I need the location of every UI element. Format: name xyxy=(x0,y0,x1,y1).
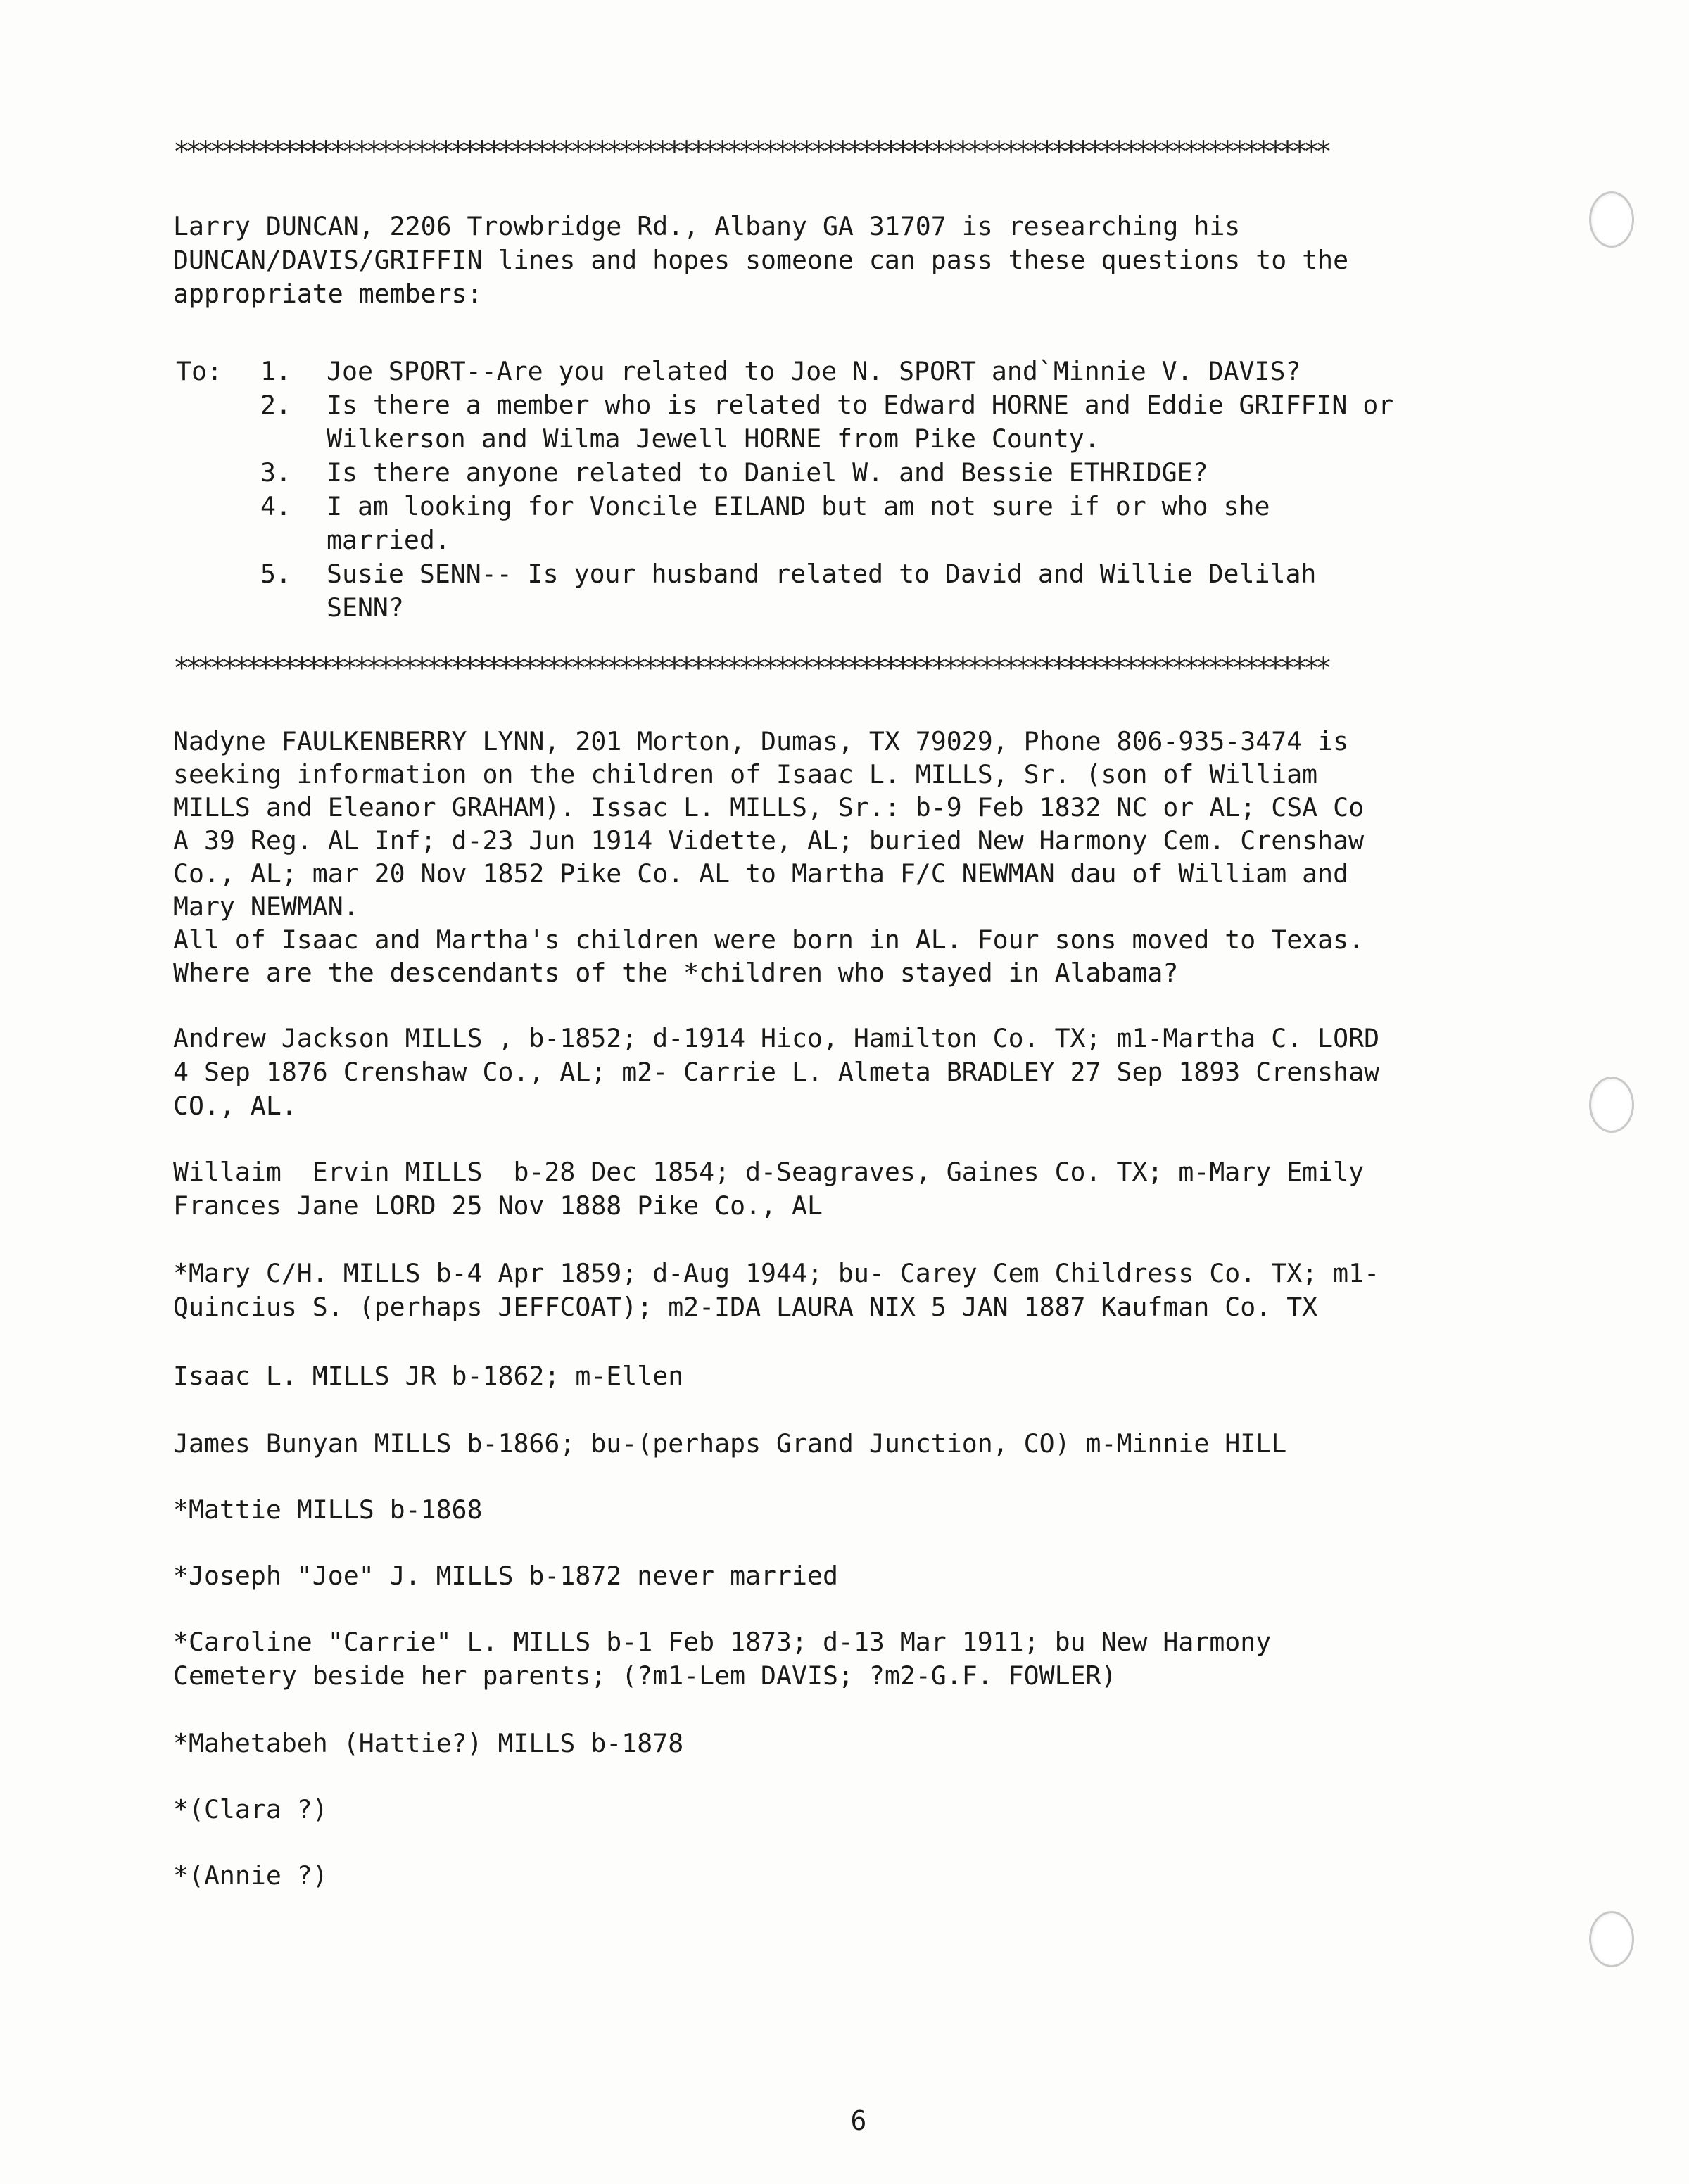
duncan-intro-line: Larry DUNCAN, 2206 Trowbridge Rd., Albany GA 31707 is researching his xyxy=(173,211,1241,241)
child-entry-line: *Mary C/H. MILLS b-4 Apr 1859; d-Aug 1944; bu- Carey Cem Childress Co. TX; m1- xyxy=(173,1258,1380,1288)
question-number: 4. xyxy=(260,491,291,521)
lynn-intro-line: Nadyne FAULKENBERRY LYNN, 201 Morton, Dumas, TX 79029, Phone 806-935-3474 is xyxy=(173,726,1349,756)
to-label: To: xyxy=(176,356,222,386)
question-line: married. xyxy=(327,525,450,555)
lynn-intro-line: MILLS and Eleanor GRAHAM). Issac L. MILLS, Sr.: b-9 Feb 1832 NC or AL; CSA Co xyxy=(173,792,1365,823)
child-entry-line: Isaac L. MILLS JR b-1862; m-Ellen xyxy=(173,1361,684,1391)
question-number: 2. xyxy=(260,390,291,420)
separator-top: ************************************************************************************************ xyxy=(173,138,1327,166)
question-line: Susie SENN-- Is your husband related to David and Willie Delilah xyxy=(327,559,1317,589)
child-entry-line: 4 Sep 1876 Crenshaw Co., AL; m2- Carrie L. Almeta BRADLEY 27 Sep 1893 Crenshaw xyxy=(173,1057,1380,1087)
child-entry-line: *Mattie MILLS b-1868 xyxy=(173,1494,483,1525)
lynn-intro-line: All of Isaac and Martha's children were born in AL. Four sons moved to Texas. xyxy=(173,925,1365,955)
duncan-intro-line: appropriate members: xyxy=(173,279,483,309)
binder-hole-middle xyxy=(1589,1077,1634,1133)
question-line: Joe SPORT--Are you related to Joe N. SPORT and`Minnie V. DAVIS? xyxy=(327,356,1301,386)
child-entry-line: Frances Jane LORD 25 Nov 1888 Pike Co., AL xyxy=(173,1191,823,1221)
lynn-intro-line: seeking information on the children of Isaac L. MILLS, Sr. (son of William xyxy=(173,759,1318,789)
child-entry-line: Cemetery beside her parents; (?m1-Lem DAVIS; ?m2-G.F. FOWLER) xyxy=(173,1661,1117,1691)
child-entry-line: *(Annie ?) xyxy=(173,1860,328,1891)
page-number: 6 xyxy=(850,2105,867,2136)
child-entry-line: *(Clara ?) xyxy=(173,1794,328,1824)
question-line: SENN? xyxy=(327,592,404,623)
lynn-intro-line: Co., AL; mar 20 Nov 1852 Pike Co. AL to Martha F/C NEWMAN dau of William and xyxy=(173,858,1349,889)
question-line: Is there anyone related to Daniel W. and Bessie ETHRIDGE? xyxy=(327,457,1208,488)
separator-middle: ************************************************************************************************ xyxy=(173,654,1327,682)
question-number: 5. xyxy=(260,559,291,589)
question-line: I am looking for Voncile EILAND but am not sure if or who she xyxy=(327,491,1270,521)
child-entry-line: *Caroline "Carrie" L. MILLS b-1 Feb 1873; d-13 Mar 1911; bu New Harmony xyxy=(173,1627,1272,1657)
child-entry-line: Willaim Ervin MILLS b-28 Dec 1854; d-Seagraves, Gaines Co. TX; m-Mary Emily xyxy=(173,1157,1365,1187)
lynn-intro-line: Mary NEWMAN. xyxy=(173,891,359,922)
lynn-intro-line: Where are the descendants of the *children who stayed in Alabama? xyxy=(173,958,1179,988)
question-line: Wilkerson and Wilma Jewell HORNE from Pike County. xyxy=(327,424,1100,454)
lynn-intro-line: A 39 Reg. AL Inf; d-23 Jun 1914 Vidette, AL; buried New Harmony Cem. Crenshaw xyxy=(173,825,1365,856)
child-entry-line: Quincius S. (perhaps JEFFCOAT); m2-IDA LAURA NIX 5 JAN 1887 Kaufman Co. TX xyxy=(173,1292,1318,1322)
binder-hole-top xyxy=(1589,191,1634,248)
child-entry-line: *Mahetabeh (Hattie?) MILLS b-1878 xyxy=(173,1728,684,1758)
question-line: Is there a member who is related to Edward HORNE and Eddie GRIFFIN or xyxy=(327,390,1394,420)
question-number: 1. xyxy=(260,356,291,386)
child-entry-line: *Joseph "Joe" J. MILLS b-1872 never married xyxy=(173,1561,838,1591)
duncan-intro-line: DUNCAN/DAVIS/GRIFFIN lines and hopes someone can pass these questions to the xyxy=(173,245,1349,275)
question-number: 3. xyxy=(260,457,291,488)
binder-hole-bottom xyxy=(1589,1911,1634,1967)
child-entry-line: Andrew Jackson MILLS , b-1852; d-1914 Hico, Hamilton Co. TX; m1-Martha C. LORD xyxy=(173,1023,1380,1053)
child-entry-line: James Bunyan MILLS b-1866; bu-(perhaps Grand Junction, CO) m-Minnie HILL xyxy=(173,1428,1287,1459)
child-entry-line: CO., AL. xyxy=(173,1091,297,1121)
